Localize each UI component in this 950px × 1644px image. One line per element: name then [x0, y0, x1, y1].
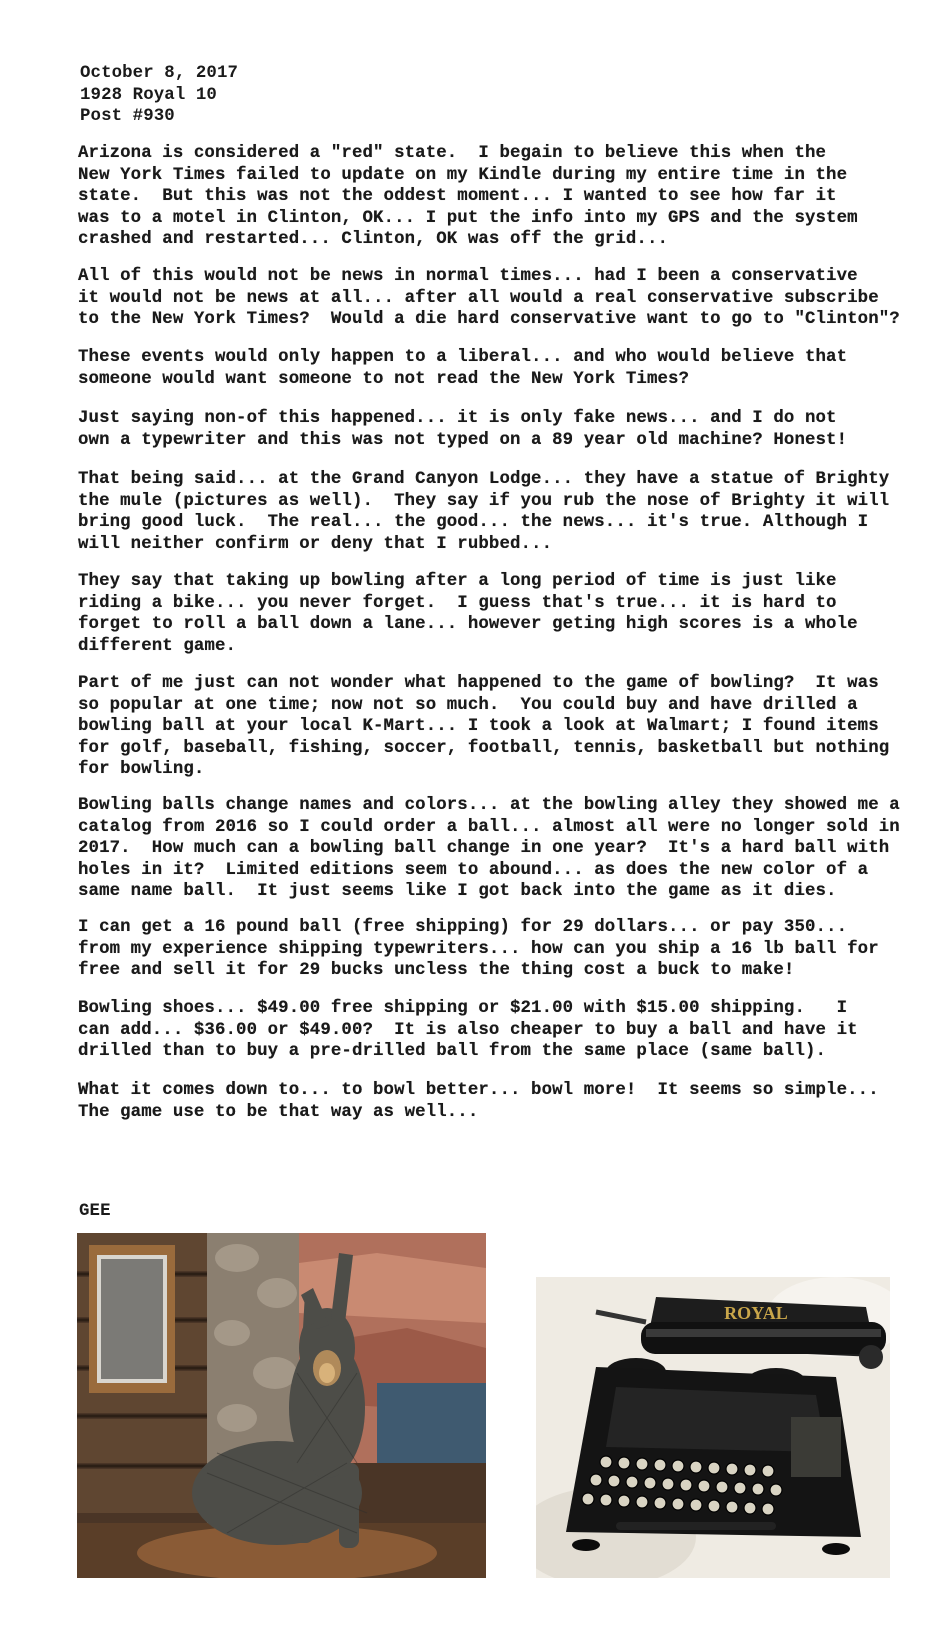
paragraph-liberal: These events would only happen to a liberal... and who would believe that someone would want someone to not read the New York Times?: [78, 348, 848, 389]
post-number: Post #930: [80, 107, 175, 127]
paragraph-bowling-balls: Bowling balls change names and colors... at the bowling alley they showed me a catalog from 2016 so I could order a ball... almost all were no longer sold in 2017. How much can a bowling ball change in one year? It's a hard ball with holes in it? Limited editions seem to abound... as does the new color of a same name ball. It just seems like I got back into the game as it dies.: [78, 796, 900, 902]
paragraph-arizona: Arizona is considered a "red" state. I begain to believe this when the New York Times failed to update on my Kindle during my entire time in the state. But this was not the oddest moment... I wanted to see how far it was to a motel in Clinton, OK... I put the info into my GPS and the system crashed and restarted... Clinton, OK was off the grid...: [78, 144, 858, 250]
paragraph-conclusion: What it comes down to... to bowl better... bowl more! It seems so simple... The game use to be that way as well...: [78, 1081, 879, 1122]
paragraph-fake-news: Just saying non-of this happened... it is only fake news... and I do not own a typewriter and this was not typed on a 89 year old machine? Honest!: [78, 409, 848, 450]
paragraph-bowling-shoes: Bowling shoes... $49.00 free shipping or $21.00 with $15.00 shipping. I can add... $36.00 or $49.00? It is also cheaper to buy a ball and have it drilled than to buy a pre-drilled ball from the same place (same ball).: [78, 999, 858, 1062]
paragraph-bowling-history: Part of me just can not wonder what happened to the game of bowling? It was so popular at one time; now not so much. You could buy and have drilled a bowling ball at your local K-Mart... I took a look at Walmart; I found items for golf, baseball, fishing, soccer, football, tennis, basketball but nothing for bowling.: [78, 674, 890, 780]
royal-brand-label: ROYAL: [724, 1303, 788, 1323]
donkey-statue-icon: [77, 1233, 486, 1578]
letter-header: [80, 63, 238, 128]
typewriter-model: 1928 Royal 10: [80, 85, 217, 105]
royal-typewriter-photo: [536, 1277, 890, 1578]
letter-date: October 8, 2017: [80, 64, 239, 83]
typewriter-icon: [536, 1277, 890, 1578]
paragraph-conservative: All of this would not be news in normal times... had I been a conservative it would not be news at all... after all would a real conservative subscribe to the New York Times? Would a die hard conservative want to go to "Clinton"?: [78, 267, 900, 330]
paragraph-shipping: I can get a 16 pound ball (free shipping) for 29 dollars... or pay 350... from my experience shipping typewriters... how can you ship a 16 lb ball for free and sell it for 29 bucks uncless the thing cost a buck to make!: [78, 918, 879, 981]
paragraph-brighty: That being said... at the Grand Canyon Lodge... they have a statue of Brighty the mule (pictures as well). They say if you rub the nose of Brighty it will bring good luck. The real... the good... the news... it's true. Although I will neither confirm or deny that I rubbed...: [78, 470, 890, 554]
signature: GEE: [79, 1202, 111, 1221]
paragraph-bowling-bike: They say that taking up bowling after a long period of time is just like riding a bike... you never forget. I guess that's true... it is hard to forget to roll a ball down a lane... however geting high scores is a whole different game.: [78, 572, 858, 656]
brighty-statue-photo: [77, 1233, 486, 1578]
